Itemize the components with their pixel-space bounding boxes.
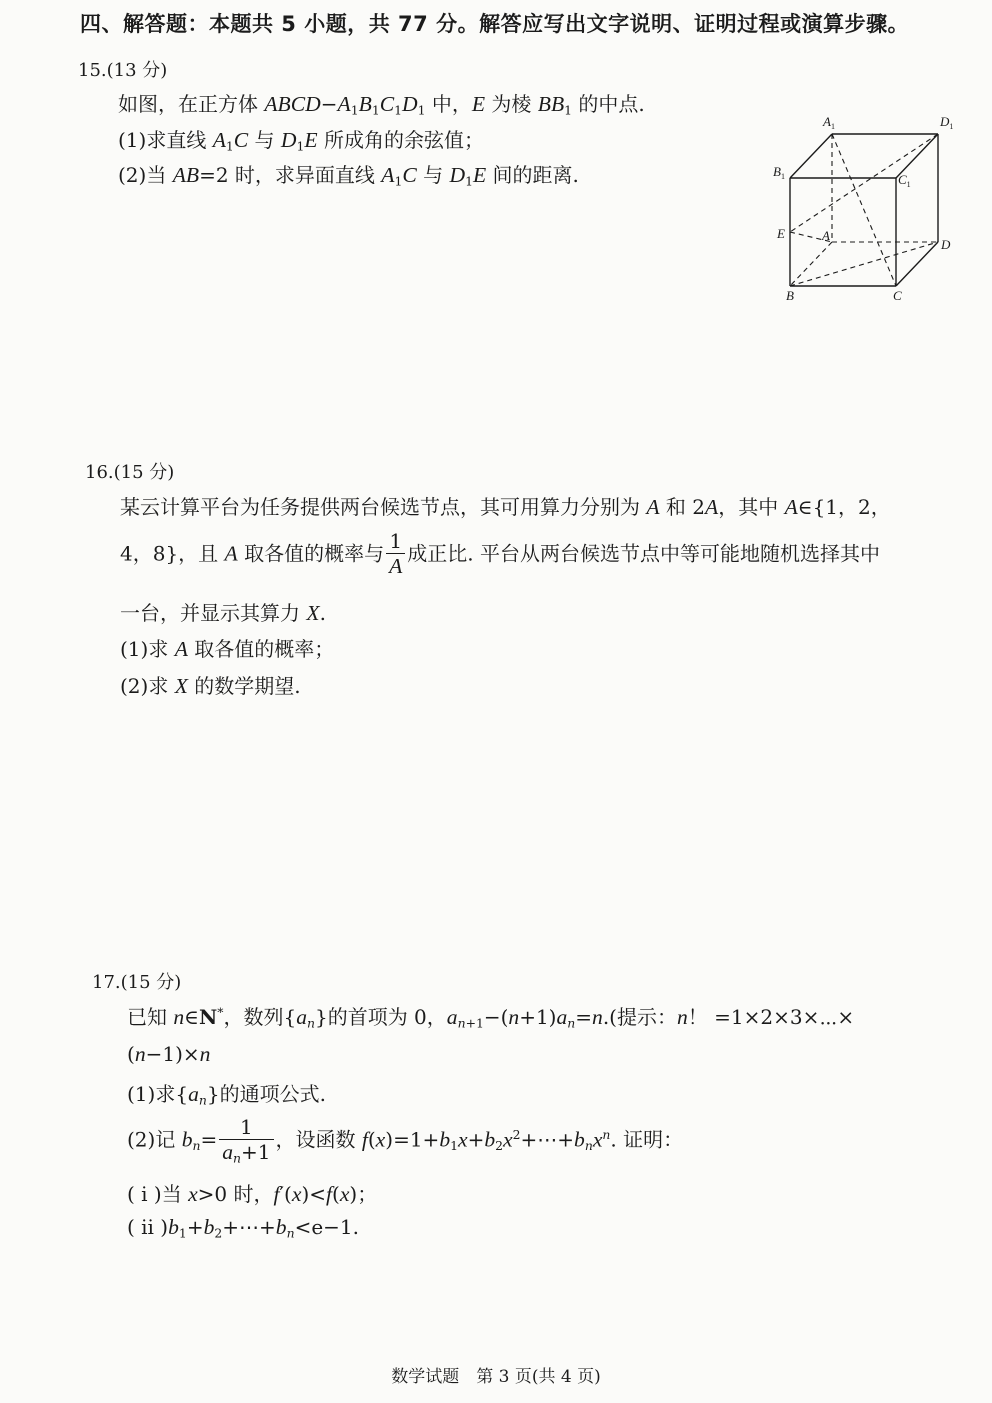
q17-header xyxy=(92,968,181,994)
label-B1: $B_1$ xyxy=(773,164,785,181)
q15-part1: (1)求直线 $A_1C$ 与 $D_1E$ 所成角的余弦值； xyxy=(118,128,484,154)
q16-line3: 一台，并显示其算力 X. xyxy=(120,601,326,625)
q16-text: 取各值的概率； xyxy=(187,637,335,661)
section-title: 四、解答题：本题共 5 小题，共 77 分。解答应写出文字说明、证明过程或演算步骤。 xyxy=(80,12,910,36)
q17-part2-i: ( ⅰ )当 x>0 时，f′(x)<f(x)； xyxy=(127,1182,378,1206)
q16-text: 4，8}，且 xyxy=(120,541,225,566)
q15-intro-text: 为棱 xyxy=(485,92,538,116)
q16-score: (15 分) xyxy=(113,462,175,483)
q17-text: (2)记 xyxy=(127,1127,182,1152)
q17-text: )； xyxy=(349,1182,378,1206)
q17-text: (1)求{ xyxy=(127,1082,189,1106)
q17-text: ！ =1×2×3×⋯× xyxy=(687,1005,855,1029)
line-D1E xyxy=(790,134,938,232)
q15-part2: (2)当 AB=2 时，求异面直线 $A_1C$ 与 $D_1E$ 间的距离. xyxy=(118,163,579,189)
label-C1: $C_1$ xyxy=(898,172,911,189)
q15-part2-text: =2 时，求异面直线 xyxy=(199,163,382,187)
label-D: D xyxy=(941,237,951,252)
q17-text: +1) xyxy=(519,1005,557,1029)
q15-intro-text: 中， xyxy=(425,92,472,116)
label-A: A xyxy=(822,228,830,243)
label-E: E xyxy=(777,226,785,241)
q16-text: . xyxy=(319,601,326,625)
q17-text: }的通项公式. xyxy=(206,1082,326,1106)
q17-part2-ii: ( ⅱ )$b_1+b_2+\cdots+b_n<e-1$. xyxy=(127,1215,359,1241)
page-footer: 数学试题 第 3 页(共 4 页) xyxy=(391,1367,601,1387)
q17-text: >0 时， xyxy=(197,1182,274,1206)
q17-text: .(提示： xyxy=(602,1005,677,1029)
q17-line1: 已知 n∈N*，数列$\{a_n\}$的首项为 0，$a_{n+1}-(n+1)a_n=n$.(提示：n！ =1×2×3×⋯× xyxy=(127,1004,855,1031)
label-B: B xyxy=(786,288,794,303)
q16-part1: (1)求 A 取各值的概率； xyxy=(120,637,335,661)
q15-part2-text: 与 xyxy=(416,163,450,187)
q17-text: ，数列{ xyxy=(223,1005,297,1029)
q15-intro-text: 的中点. xyxy=(572,92,645,116)
q15-intro-text: 如图，在正方体 xyxy=(118,92,265,116)
q15-part1-text: 与 xyxy=(248,128,281,152)
q15-part2-text: 间的距离. xyxy=(486,163,579,187)
q15-number: 15. xyxy=(78,60,107,81)
q16-text: (1)求 xyxy=(120,637,175,661)
q16-line1: 某云计算平台为任务提供两台候选节点，其可用算力分别为 A 和 2A，其中 A∈{1，2， xyxy=(120,495,891,519)
q17-text: ( xyxy=(367,1127,376,1152)
q16-text: ∈{1，2， xyxy=(797,495,891,519)
q16-number: 16. xyxy=(85,462,114,483)
q16-fraction: $\frac{1}{A}$ xyxy=(386,530,405,580)
q17-text: = xyxy=(200,1127,218,1152)
q17-fraction: $\frac{1}{a_n+1}$ xyxy=(219,1116,273,1166)
edge-B1A1 xyxy=(790,134,832,178)
edge-DC xyxy=(896,242,938,286)
q16-text: ，其中 xyxy=(718,495,785,519)
q15-score: (13 分) xyxy=(106,60,168,81)
cube-figure xyxy=(770,112,970,312)
q15-intro: 如图，在正方体 $ABCD-A_1B_1C_1D_1$ 中，E 为棱 $BB_1$ 的中点. xyxy=(118,92,645,118)
q15-part2-text: (2)当 xyxy=(118,163,173,187)
q16-text: 取各值的概率与 xyxy=(237,541,385,566)
q17-text: ′( xyxy=(279,1182,292,1206)
q17-text: ( ⅱ ) xyxy=(127,1215,169,1239)
q17-text: +⋯+ xyxy=(222,1215,276,1239)
q16-text: 一台，并显示其算力 xyxy=(120,601,307,625)
q17-line2: (n−1)×n xyxy=(127,1042,211,1066)
q17-text: = xyxy=(575,1005,593,1029)
q16-text: 的数学期望. xyxy=(187,674,301,698)
q17-part1: (1)求$\{a_n\}$的通项公式. xyxy=(127,1082,326,1108)
q17-score: (15 分) xyxy=(120,972,182,993)
q15-part1-text: 所成角的余弦值； xyxy=(317,128,484,152)
label-A1: $A_1$ xyxy=(823,114,835,131)
line-A1C xyxy=(832,134,896,286)
q15-header xyxy=(78,56,167,82)
q17-text: <e−1. xyxy=(294,1215,359,1239)
q17-text: 已知 xyxy=(127,1005,174,1029)
q17-text: ( xyxy=(127,1042,135,1066)
q16-header xyxy=(85,458,174,484)
q17-text: )=1+ xyxy=(385,1127,440,1152)
q16-part2: (2)求 X 的数学期望. xyxy=(120,674,301,698)
q17-part2: (2)记 $b_n=$ $\frac{1}{a_n+1}$ ，设函数 $f(x)=1+b_1x+b_2x^2+\cdots+b_nx^n$. 证明： xyxy=(127,1115,684,1166)
q17-number: 17. xyxy=(92,972,121,993)
q17-text: −1)× xyxy=(145,1042,200,1066)
q16-text: 和 2 xyxy=(659,495,706,519)
q15-part1-text: (1)求直线 xyxy=(118,128,213,152)
label-C: C xyxy=(893,288,902,303)
label-D1: $D_1$ xyxy=(940,114,954,131)
q17-text: ，设函数 xyxy=(275,1127,362,1152)
q15-math-cube: ABCD xyxy=(264,92,321,116)
q17-text: +⋯+ xyxy=(520,1127,575,1152)
q16-text: 某云计算平台为任务提供两台候选节点，其可用算力分别为 xyxy=(120,495,647,519)
line-BD xyxy=(790,242,938,286)
q17-text: −( xyxy=(483,1005,509,1029)
q16-line2: 4，8}，且 A 取各值的概率与 $\frac{1}{A}$ 成正比. 平台从两台候选节点中等可能地随机选择其中 xyxy=(120,529,881,578)
q17-text: ∈ xyxy=(184,1005,199,1029)
q16-text: 成正比. 平台从两台候选节点中等可能地随机选择其中 xyxy=(407,541,881,566)
q16-text: (2)求 xyxy=(120,674,175,698)
q17-text: }的首项为 0， xyxy=(314,1005,447,1029)
q17-text: )< xyxy=(301,1182,327,1206)
q17-text: ( ⅰ )当 xyxy=(127,1182,189,1206)
q17-text: ( xyxy=(332,1182,340,1206)
q17-text: . 证明： xyxy=(610,1127,684,1152)
